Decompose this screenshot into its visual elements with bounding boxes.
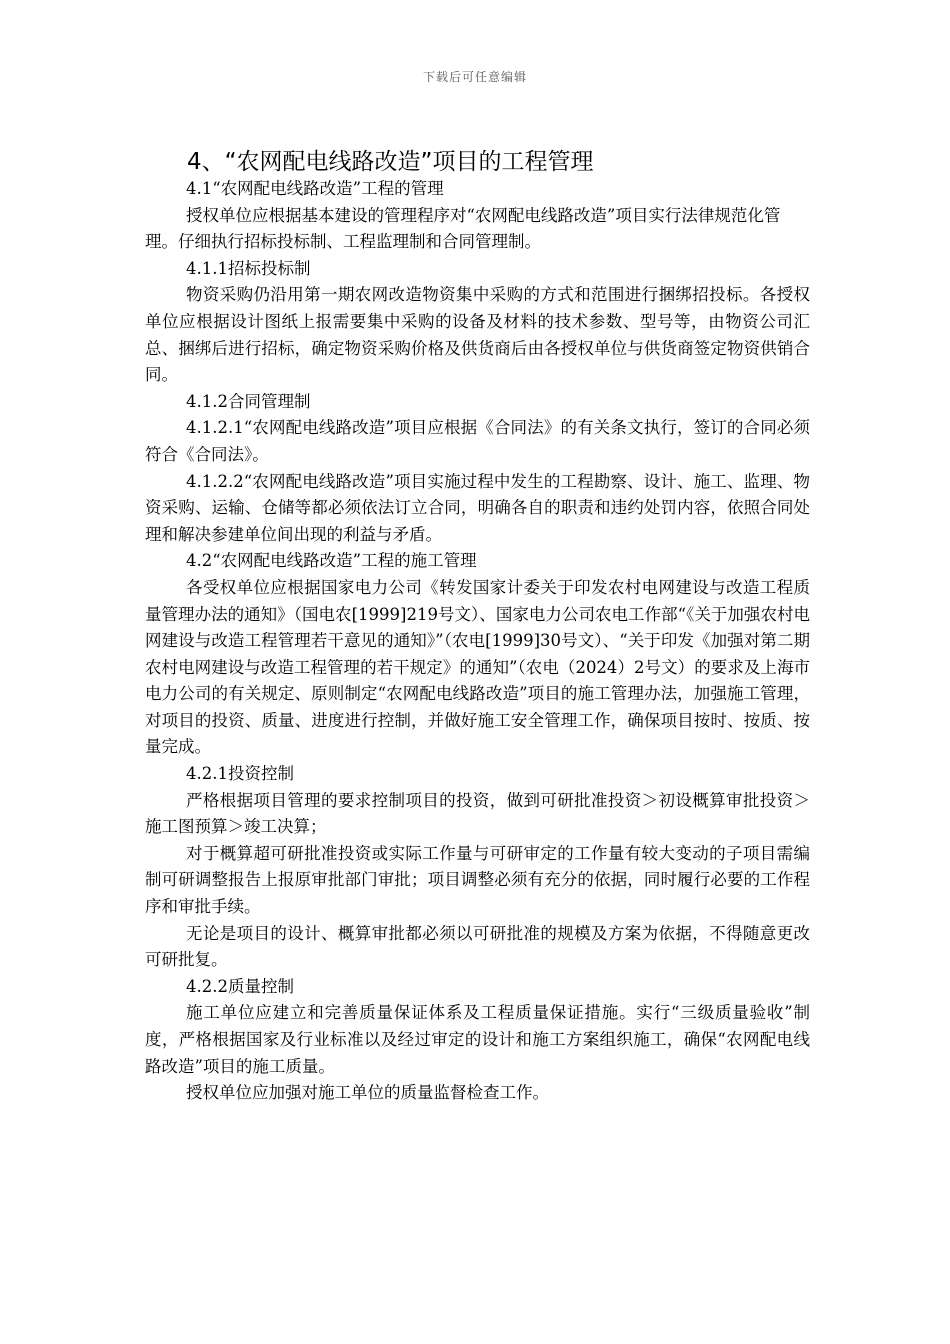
- body-paragraph: 授权单位应根据基本建设的管理程序对“农网配电线路改造”项目实行法律规范化管: [186, 205, 781, 225]
- subsection-heading: 4.1.2合同管理制: [186, 391, 311, 411]
- subsection-heading: 4.2.2质量控制: [186, 976, 294, 996]
- subsection-heading: 4.2.1投资控制: [186, 764, 294, 784]
- subsection-heading: 4.2“农网配电线路改造”工程的施工管理: [186, 551, 477, 571]
- body-paragraph: 4.1.2.2“农网配电线路改造”项目实施过程中发生的工程勘察、设计、施工、监理、物资采购、运输、仓储等都必须依法订立合同，明确各自的职责和违约处罚内容，依照合同处理和解决参建单位间出现的利益与矛盾。: [145, 471, 810, 544]
- body-paragraph: 4.1.2.1“农网配电线路改造”项目应根据《合同法》的有关条文执行，签订的合同必须符合《合同法》。: [145, 418, 810, 464]
- document-body: [145, 176, 810, 1107]
- subsection-heading: 4.1“农网配电线路改造”工程的管理: [186, 179, 444, 198]
- body-paragraph: 授权单位应加强对施工单位的质量监督检查工作。: [186, 1083, 549, 1103]
- page-header: 下载后可任意编辑: [422, 70, 527, 84]
- body-paragraph: 施工单位应建立和完善质量保证体系及工程质量保证措施。实行“三级质量验收”制度，严格根据国家及行业标准以及经过审定的设计和施工方案组织施工，确保“农网配电线路改造”项目的施工质量。: [145, 1003, 810, 1076]
- body-paragraph: 理。仔细执行招标投标制、工程监理制和合同管理制。: [145, 232, 541, 252]
- body-paragraph: 物资采购仍沿用第一期农网改造物资集中采购的方式和范围进行捆绑招投标。各授权单位应根据设计图纸上报需要集中采购的设备及材料的技术参数、型号等，由物资公司汇总、捆绑后进行招标，确定物资采购价格及供货商后由各授权单位与供货商签定物资供销合同。: [145, 285, 810, 385]
- body-paragraph: 对于概算超可研批准投资或实际工作量与可研审定的工作量有较大变动的子项目需编制可研调整报告上报原审批部门审批；项目调整必须有充分的依据，同时履行必要的工作程序和审批手续。: [145, 843, 810, 917]
- body-paragraph: 严格根据项目管理的要求控制项目的投资，做到可研批准投资＞初设概算审批投资＞施工图预算＞竣工决算；: [145, 790, 810, 837]
- body-paragraph: 各受权单位应根据国家电力公司《转发国家计委关于印发农村电网建设与改造工程质量管理办法的通知》（国电农[1999]219号文）、国家电力公司农电工作部“《关于加强农村电网建设与改造工程管理若干意见的通知》”（农电[1999]30号文）、“关于印发《加强对第二期农村电网建设与改造工程管理的若干规定》的通知”（农电（2024）2号文）的要求及上海市电力公司的有关规定、原则制定“农网配电线路改造”项目的施工管理办法，加强施工管理，对项目的投资、质量、进度进行控制，并做好施工安全管理工作，确保项目按时、按质、按量完成。: [145, 577, 810, 757]
- subsection-heading: 4.1.1招标投标制: [186, 258, 311, 278]
- section-title: 4、“农网配电线路改造”项目的工程管理: [187, 149, 594, 175]
- body-paragraph: 无论是项目的设计、概算审批都必须以可研批准的规模及方案为依据，不得随意更改可研批复。: [145, 923, 810, 970]
